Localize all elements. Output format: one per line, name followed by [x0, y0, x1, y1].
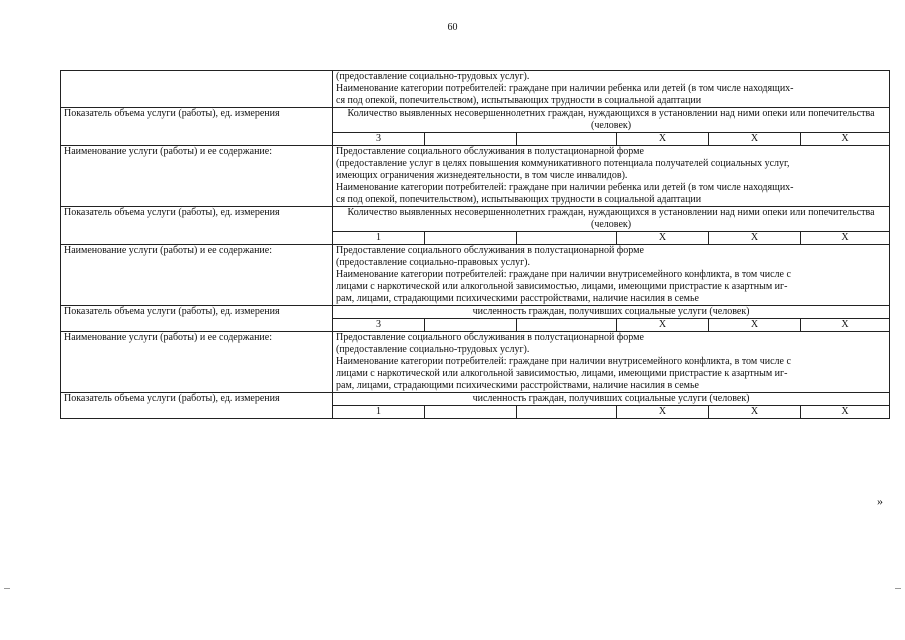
- service-content: [333, 332, 890, 393]
- value-cell: [517, 319, 617, 332]
- service-content: [333, 146, 890, 207]
- service-content: [333, 245, 890, 306]
- service-content-line: (предоставление услуг в целях повышения коммуникативного потенциала получателей социальных услуг,: [336, 158, 790, 169]
- closing-quote-mark: »: [877, 494, 883, 508]
- scan-edge-mark-right: [895, 588, 901, 589]
- indicator-row: [61, 207, 890, 232]
- value-cell: 3: [333, 133, 425, 146]
- service-content-line: имеющих ограничения жизнедеятельности, в том числе инвалидов).: [336, 170, 628, 181]
- value-cell: 1: [333, 232, 425, 245]
- service-content-line: Предоставление социального обслуживания в полустационарной форме: [336, 245, 644, 256]
- service-content-line: (предоставление социально-трудовых услуг).: [336, 71, 530, 82]
- value-cell: X: [801, 406, 890, 419]
- indicator-label: Показатель объема услуги (работы), ед. измерения: [61, 306, 333, 332]
- service-content-line: Наименование категории потребителей: граждане при наличии ребенка или детей (в том числе находящих-: [336, 182, 794, 193]
- scan-edge-mark-left: [4, 588, 10, 589]
- value-cell: X: [617, 232, 709, 245]
- service-content: [333, 71, 890, 108]
- value-cell: X: [617, 406, 709, 419]
- value-cell: X: [617, 133, 709, 146]
- value-cell: [517, 406, 617, 419]
- value-cell: X: [801, 232, 890, 245]
- value-cell: X: [709, 319, 801, 332]
- indicator-label: Показатель объема услуги (работы), ед. измерения: [61, 207, 333, 245]
- service-content-row: [61, 71, 890, 108]
- value-cell: [425, 406, 517, 419]
- value-cell: [517, 232, 617, 245]
- value-cell: X: [801, 319, 890, 332]
- value-cell: [517, 133, 617, 146]
- value-cell: 1: [333, 406, 425, 419]
- value-cell: X: [709, 232, 801, 245]
- service-content-row: [61, 245, 890, 306]
- indicator-text: численность граждан, получивших социальные услуги (человек): [333, 393, 890, 406]
- indicator-text: численность граждан, получивших социальные услуги (человек): [333, 306, 890, 319]
- service-content-line: лицами с наркотической или алкогольной зависимостью, лицами, имеющими пристрастие к азартным иг-: [336, 281, 788, 292]
- service-name-label: Наименование услуги (работы) и ее содержание:: [61, 146, 333, 207]
- service-content-line: лицами с наркотической или алкогольной зависимостью, лицами, имеющими пристрастие к азартным иг-: [336, 368, 788, 379]
- service-content-line: Наименование категории потребителей: граждане при наличии ребенка или детей (в том числе находящих-: [336, 83, 794, 94]
- indicator-label: Показатель объема услуги (работы), ед. измерения: [61, 393, 333, 419]
- service-content-line: (предоставление социально-правовых услуг).: [336, 257, 530, 268]
- value-cell: [425, 133, 517, 146]
- indicator-row: [61, 393, 890, 406]
- page-number: 60: [447, 22, 458, 33]
- service-name-label: Наименование услуги (работы) и ее содержание:: [61, 245, 333, 306]
- indicator-row: [61, 306, 890, 319]
- service-volume-table: [60, 70, 890, 419]
- service-content-line: рам, лицами, страдающими психическими расстройствами, наличие насилия в семье: [336, 380, 699, 391]
- indicator-text: Количество выявленных несовершеннолетних граждан, нуждающихся в установлении над ними опеки или попечительства (человек): [333, 207, 890, 232]
- value-cell: X: [801, 133, 890, 146]
- value-cell: 3: [333, 319, 425, 332]
- service-content-line: Предоставление социального обслуживания в полустационарной форме: [336, 146, 644, 157]
- value-cell: X: [617, 319, 709, 332]
- service-content-line: ся под опекой, попечительством), испытывающих трудности в социальной адаптации: [336, 95, 702, 106]
- service-content-row: [61, 332, 890, 393]
- service-content-line: ся под опекой, попечительством), испытывающих трудности в социальной адаптации: [336, 194, 702, 205]
- value-cell: X: [709, 406, 801, 419]
- service-name-label: [61, 71, 333, 108]
- service-name-label: Наименование услуги (работы) и ее содержание:: [61, 332, 333, 393]
- value-cell: [425, 319, 517, 332]
- indicator-text: Количество выявленных несовершеннолетних граждан, нуждающихся в установлении над ними опеки или попечительства (человек): [333, 108, 890, 133]
- service-content-line: Наименование категории потребителей: граждане при наличии внутрисемейного конфликта, в том числе с: [336, 269, 791, 280]
- value-cell: X: [709, 133, 801, 146]
- service-content-line: Наименование категории потребителей: граждане при наличии внутрисемейного конфликта, в том числе с: [336, 356, 791, 367]
- indicator-label: Показатель объема услуги (работы), ед. измерения: [61, 108, 333, 146]
- service-content-line: Предоставление социального обслуживания в полустационарной форме: [336, 332, 644, 343]
- service-content-line: (предоставление социально-трудовых услуг).: [336, 344, 530, 355]
- service-content-row: [61, 146, 890, 207]
- indicator-row: [61, 108, 890, 133]
- service-content-line: рам, лицами, страдающими психическими расстройствами, наличие насилия в семье: [336, 293, 699, 304]
- value-cell: [425, 232, 517, 245]
